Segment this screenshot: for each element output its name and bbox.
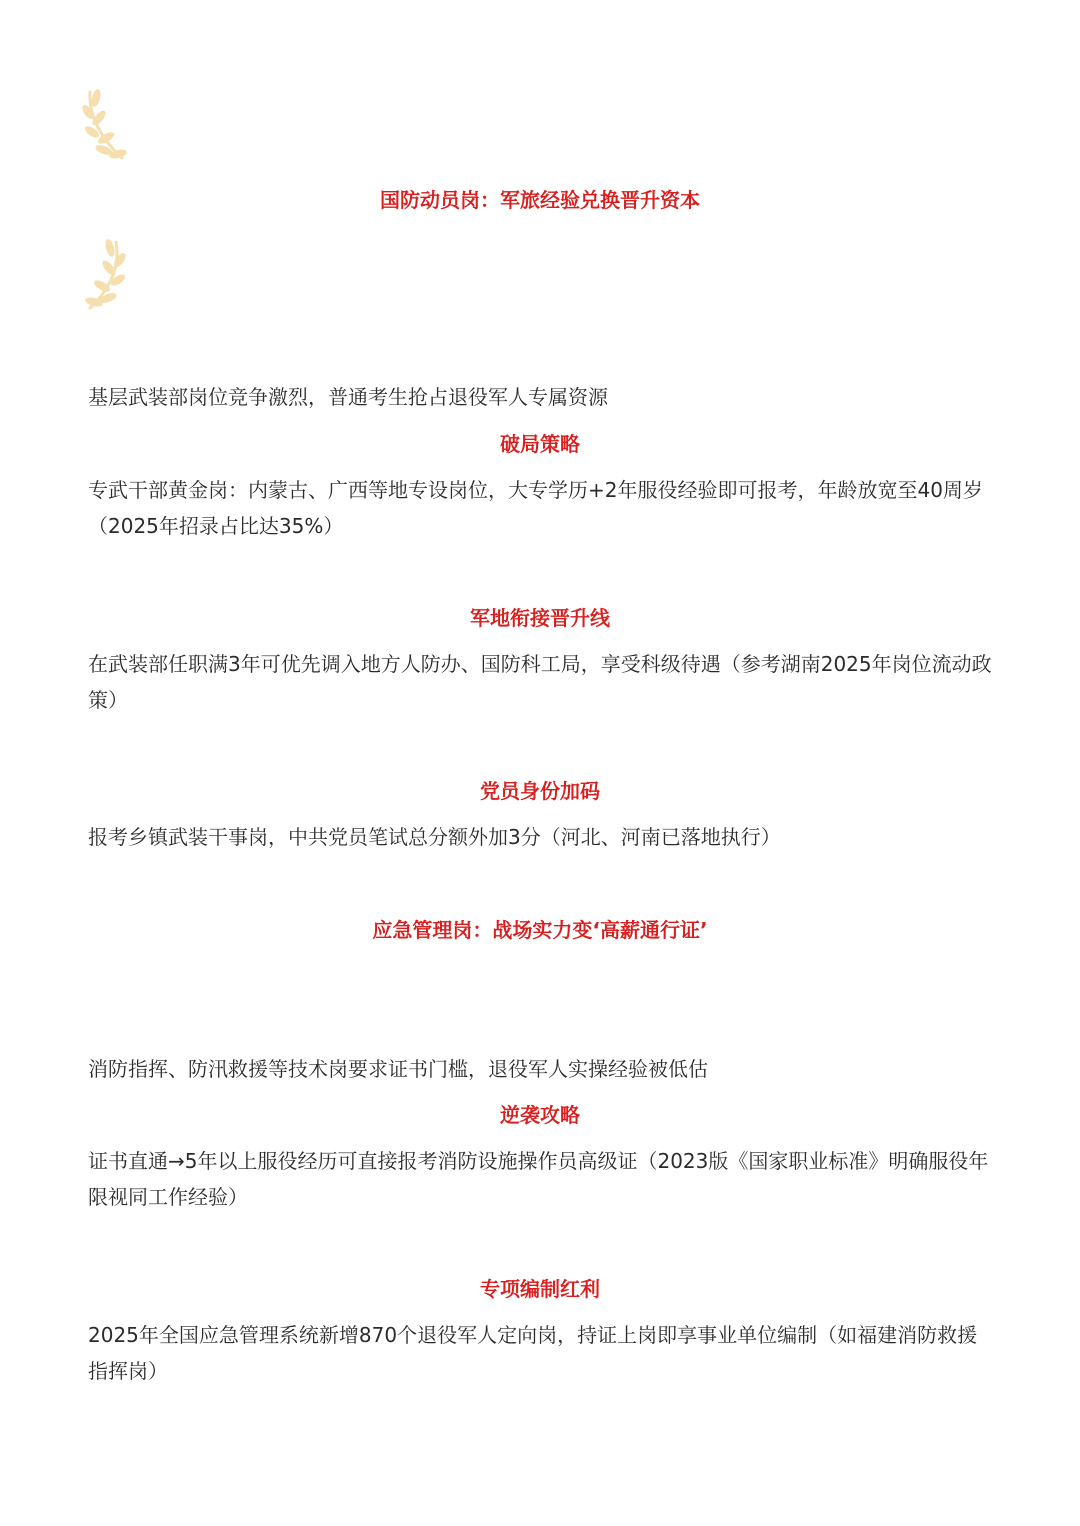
strategy-heading: 逆袭攻略	[500, 1103, 580, 1127]
promotion-heading: 军地衔接晋升线	[470, 606, 610, 630]
problem-text: 消防指挥、防汛救援等技术岗要求证书门槛，退役军人实操经验被低估	[88, 1057, 708, 1081]
strategy-text: 证书直通→5年以上服役经历可直接报考消防设施操作员高级证（2023版《国家职业标准》明确服役年限视同工作经验）	[88, 1149, 989, 1209]
promotion-text: 在武装部任职满3年可优先调入地方人防办、国防科工局，享受科级待遇（参考湖南2025年岗位流动政策）	[88, 652, 992, 712]
bonus-heading: 专项编制红利	[480, 1277, 600, 1301]
party-heading: 党员身份加码	[480, 779, 600, 803]
section-title-national-defense: 国防动员岗：军旅经验兑换晋升资本	[380, 188, 700, 212]
bonus-text: 2025年全国应急管理系统新增870个退役军人定向岗，持证上岗即享事业单位编制（如福建消防救援指挥岗）	[88, 1323, 978, 1383]
party-text: 报考乡镇武装干事岗，中共党员笔试总分额外加3分（河北、河南已落地执行）	[88, 825, 781, 849]
wheat-icon	[82, 238, 132, 314]
wheat-icon	[82, 88, 132, 164]
section-title-emergency-management: 应急管理岗：战场实力变‘高薪通行证’	[372, 918, 708, 942]
problem-text: 基层武装部岗位竞争激烈，普通考生抢占退役军人专属资源	[88, 385, 608, 409]
strategy-heading: 破局策略	[500, 432, 580, 456]
strategy-text: 专武干部黄金岗：内蒙古、广西等地专设岗位，大专学历+2年服役经验即可报考，年龄放宽至40周岁（2025年招录占比达35%）	[88, 478, 983, 538]
